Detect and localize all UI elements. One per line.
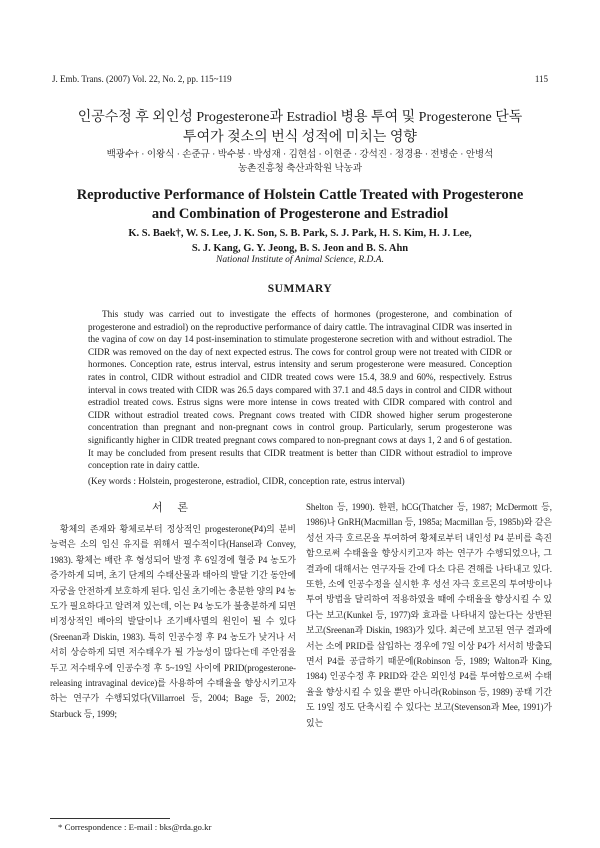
- body-column-left: [50, 500, 296, 722]
- keywords: (Key words : Holstein, progesterone, estradiol, CIDR, conception rate, estrus interval): [88, 476, 405, 486]
- english-affiliation: National Institute of Animal Science, R.D.A.: [216, 255, 384, 265]
- korean-authors: 백광수† · 이왕식 · 손준규 · 박수봉 · 박성재 · 김현섭 · 이현준 · 강석진 · 정경용 · 전병순 · 안병석: [106, 150, 494, 160]
- correspondence-footnote: * Correspondence : E-mail : bks@rda.go.kr: [58, 822, 212, 832]
- korean-title: [40, 108, 560, 148]
- korean-title-line2: 투여가 젖소의 번식 성적에 미치는 영향: [183, 130, 417, 145]
- journal-citation: J. Emb. Trans. (2007) Vol. 22, No. 2, pp. 115~119: [52, 74, 232, 84]
- footnote-divider: [50, 818, 170, 819]
- summary-text: This study was carried out to investigate the effects of hormones (progesterone, and combination of progesterone and estradiol) on the reproductive performance of dairy cattle. The intravaginal CIDR was inserted in the vagina of cow on day 14 post-insemination to stimulate progesterone secretion with and without estradiol. The CIDR was removed on the day of next expected estrus. The cows for control group were not treated with CIDR or hormones. Conception rate, estrus interval, estrus intensity and serum progesterone were measured. Conception rates in control, CIDR without estradiol and CIDR treated cows were 15.4, 38.9 and 60%, respectively. Estrus interval in cows treated with CIDR was 26.5 days compared with 37.1 and 48.5 days in control and CIDR without estradiol treated cows. Estrus signs were more intense in cows treated with CIDR compared with control and CIDR without estradiol treated cows. Pregnant cows treated with CIDR showed higher serum progesterone concentration than pregnant and non-pregnant cows in control group. Particularly, serum progesterone was significantly higher in CIDR treated pregnant cows compared to non-pregnant cows at days 1, 2 and 6 of gestation. It may be concluded from present results that CIDR treatment is better than CIDR without estradiol to improve conception rate in dairy cattle.: [88, 309, 512, 471]
- body-paragraph-right: Shelton 등, 1990). 한편, hCG(Thatcher 등, 1987; McDermott 등, 1986)나 GnRH(Macmillan 등, 1985a; Macmillan 등, 1985b)와 같은 성선 자극 호르몬을 투여하여 황체로부터 내인성 P4 분비를 촉진함으로써 수태율을 향상시키고자 하는 연구가 수행되었으나, 그 결과에 대해서는 연구자들 간에 다소 다른 견해를 나타내고 있다. 또한, 소에 인공수정을 실시한 후 성선 자극 호르몬의 투여방이나 투여 방법을 달리하여 적용하였을 때에 수태율을 향상시킬 수 있다는 보고(Kunkel 등, 1977)와 효과를 나타내지 않는다는 상반된 보고(Sreenan과 Diskin, 1983)가 있다. 최근에 보고된 연구 결과에서는 소에 PRID를 삽입하는 경우에 7일 이상 P4가 서서히 방출되면서 P4를 공급하기 때문에(Robinson 등, 1989; Walton과 King, 1984) 인공수정 후 PRID와 같은 외인성 P4를 투여함으로써 수태율을 향상시킬 수 있을 뿐만 아니라(Robinson 등, 1989) 공태 기간도 19일 정도 단축시킬 수 있다는 보고(Stevenson과 Mee, 1991)가 있는: [306, 502, 552, 728]
- section-heading-introduction: 서 론: [151, 502, 194, 514]
- english-title-line1: Reproductive Performance of Holstein Cattle Treated with Progesterone: [76, 187, 524, 203]
- korean-affiliation: 농촌진흥청 축산과학원 낙농과: [237, 164, 363, 174]
- english-title-line2: and Combination of Progesterone and Estradiol: [151, 206, 449, 222]
- korean-title-line1: 인공수정 후 외인성 Progesterone과 Estradiol 병용 투여 및 Progesterone 단독: [77, 110, 523, 125]
- english-authors: [40, 226, 560, 256]
- english-authors-line1: K. S. Baek†, W. S. Lee, J. K. Son, S. B. Park, S. J. Park, H. S. Kim, H. J. Lee,: [128, 228, 472, 239]
- english-authors-line2: S. J. Kang, G. Y. Jeong, B. S. Jeon and B. S. Ahn: [191, 243, 409, 254]
- body-paragraph-left: 황체의 존재와 황체로부터 정상적인 progesterone(P4)의 분비 능력은 소의 임신 유지를 위해서 필수적이다(Hansel과 Convey, 1983). 황체는 배란 후 형성되어 발정 후 6일경에 혈중 P4 농도가 증가하게 되며, 초기 단계의 수태산물과 태아의 발달 기간 동안에 자궁을 안전하게 보호하게 된다. 임신 초기에는 충분한 양의 P4 농도가 필요하다고 알려져 있는데, 이는 P4 농도가 불충분하게 되면 비정상적인 배아의 발달이나 조기배사멸의 원인이 될 수 있다(Sreenan과 Diskin, 1983). 특히 인공수정 후 P4 농도가 낮거나 서서히 상승하게 되면 저수태우가 될 가능성이 많다는데 주안점을 두고 저수태우에 인공수정 후 5~19일 사이에 PRID(progesterone-releasing intravaginal device)를 사용하여 수태율을 향상시키고자 하는 연구가 수행되었다(Villarroel 등, 2004; Bage 등, 2002; Starbuck 등, 1999;: [50, 524, 296, 719]
- body-column-right: [306, 500, 552, 731]
- summary-heading: SUMMARY: [267, 283, 333, 295]
- english-title: [30, 186, 570, 224]
- page-number: 115: [534, 74, 548, 84]
- running-header: [52, 74, 548, 84]
